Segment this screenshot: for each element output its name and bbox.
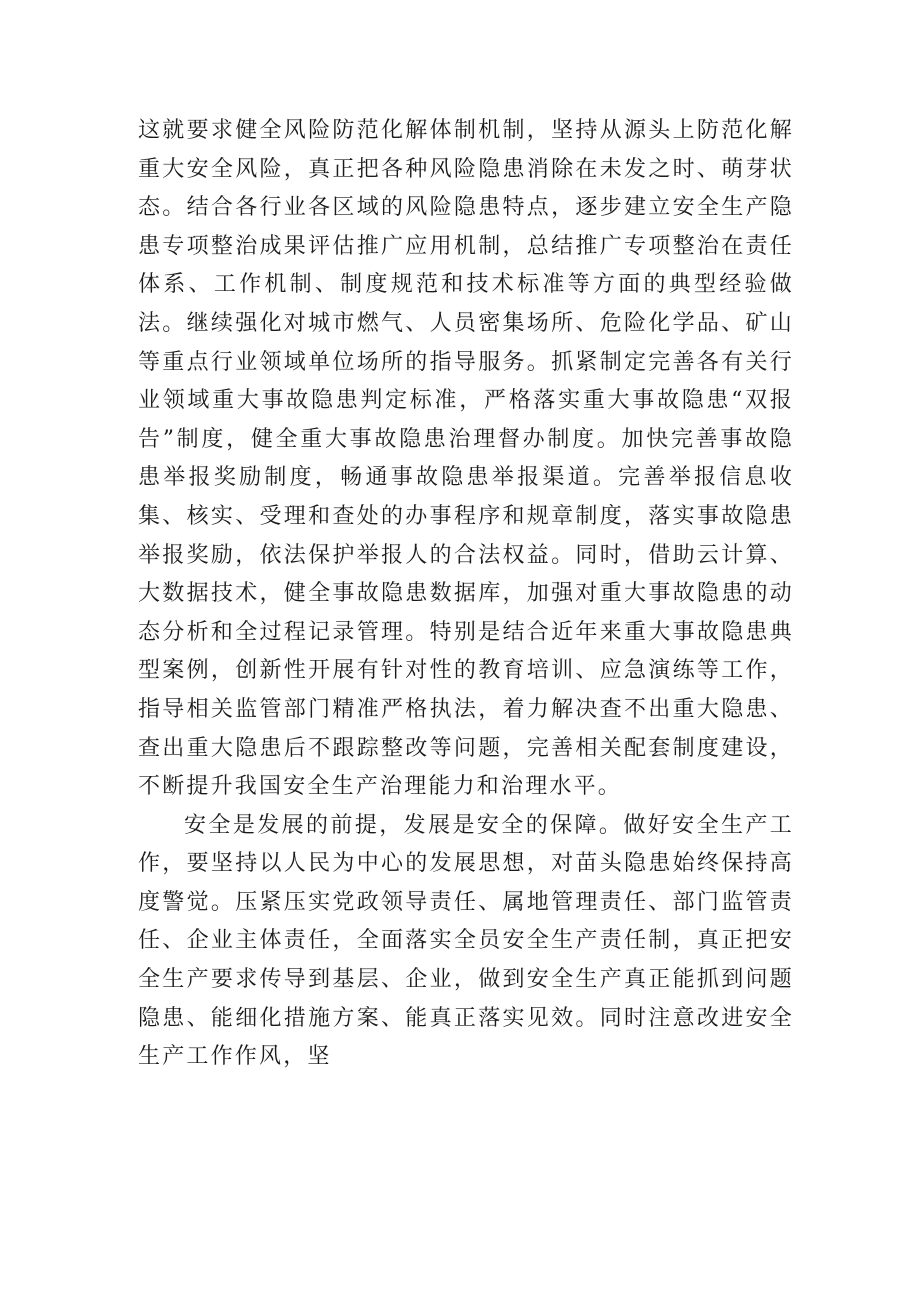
paragraph-1: 这就要求健全风险防范化解体制机制，坚持从源头上防范化解重大安全风险，真正把各种风险隐患消除在未发之时、萌芽状态。结合各行业各区域的风险隐患特点，逐步建立安全生产隐患专项整治成果评估推广应用机制，总结推广专项整治在责任体系、工作机制、制度规范和技术标准等方面的典型经验做法。继续强化对城市燃气、人员密集场所、危险化学品、矿山等重点行业领域单位场所的指导服务。抓紧制定完善各有关行业领域重大事故隐患判定标准，严格落实重大事故隐患“双报告”制度，健全重大事故隐患治理督办制度。加快完善事故隐患举报奖励制度，畅通事故隐患举报渠道。完善举报信息收集、核实、受理和查处的办事程序和规章制度，落实事故隐患举报奖励，依法保护举报人的合法权益。同时，借助云计算、大数据技术，健全事故隐患数据库，加强对重大事故隐患的动态分析和全过程记录管理。特别是结合近年来重大事故隐患典型案例，创新性开展有针对性的教育培训、应急演练等工作，指导相关监管部门精准严格执法，着力解决查不出重大隐患、查出重大隐患后不跟踪整改等问题，完善相关配套制度建设，不断提升我国安全生产治理能力和治理水平。: [138, 118, 794, 800]
paragraph-2: 安全是发展的前提，发展是安全的保障。做好安全生产工作，要坚持以人民为中心的发展思想，对苗头隐患始终保持高度警觉。压紧压实党政领导责任、属地管理责任、部门监管责任、企业主体责任，全面落实全员安全生产责任制，真正把安全生产要求传导到基层、企业，做到安全生产真正能抓到问题隐患、能细化措施方案、能真正落实见效。同时注意改进安全生产工作作风，坚: [138, 812, 794, 1070]
body-text: [138, 112, 794, 1077]
